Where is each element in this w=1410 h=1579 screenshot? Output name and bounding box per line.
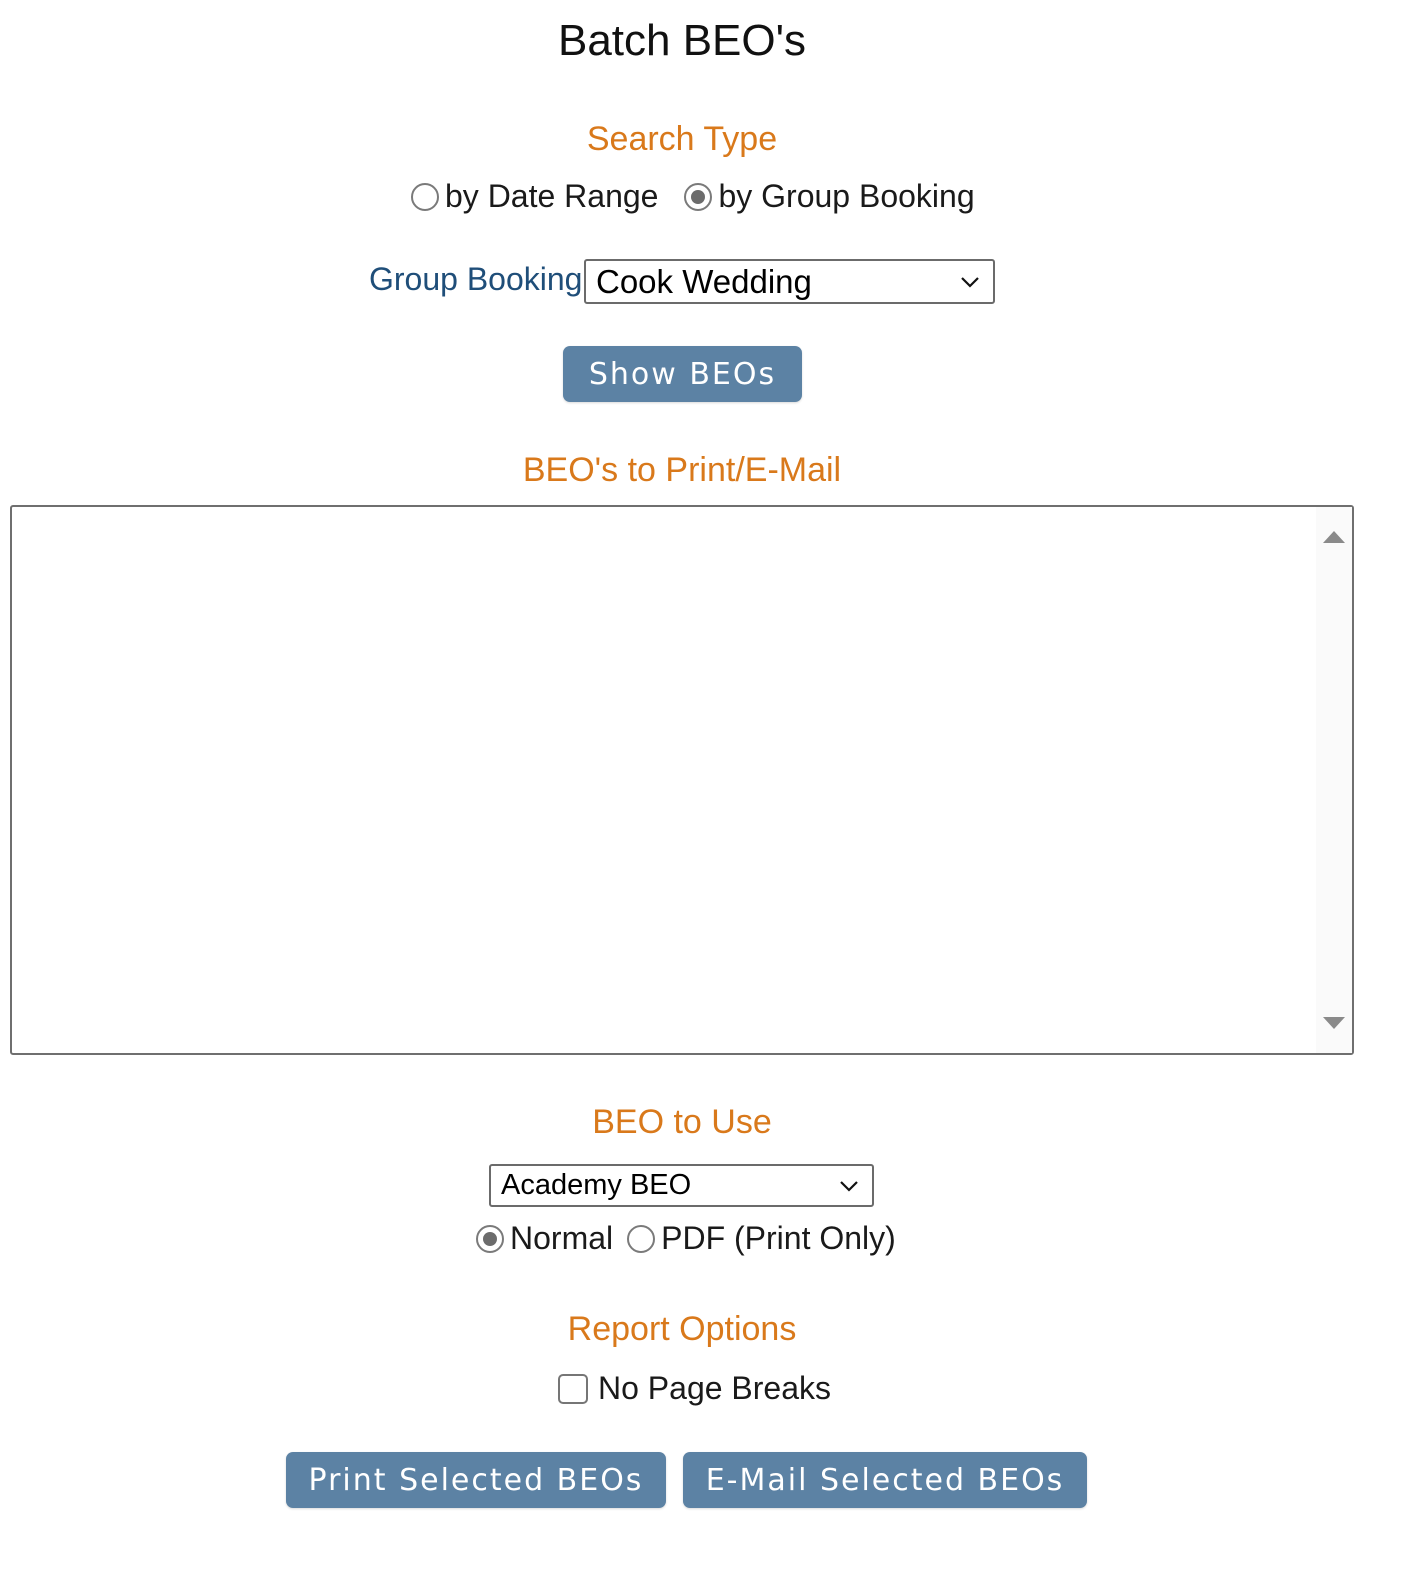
email-selected-beos-button[interactable]: E-Mail Selected BEOs xyxy=(683,1452,1087,1508)
listbox-scrollbar[interactable] xyxy=(1316,507,1352,1053)
radio-by-group-booking-label[interactable]: by Group Booking xyxy=(718,178,975,214)
print-selected-beos-button[interactable]: Print Selected BEOs xyxy=(286,1452,666,1508)
page-title: Batch BEO's xyxy=(557,16,807,65)
radio-normal-label[interactable]: Normal xyxy=(510,1220,614,1256)
chevron-down-icon xyxy=(838,1175,860,1197)
beos-listbox[interactable] xyxy=(10,505,1354,1055)
group-booking-label: Group Booking xyxy=(369,261,583,297)
beo-to-use-heading: BEO to Use xyxy=(592,1103,772,1141)
beo-template-select-value: Academy BEO xyxy=(501,1169,692,1201)
radio-pdf-print-only-label[interactable]: PDF (Print Only) xyxy=(661,1220,896,1256)
no-page-breaks-option xyxy=(558,1370,851,1407)
report-options-heading: Report Options xyxy=(567,1310,797,1348)
show-beos-button[interactable]: Show BEOs xyxy=(563,346,802,402)
scroll-down-arrow-icon[interactable] xyxy=(1323,1017,1345,1029)
radio-by-group-booking[interactable] xyxy=(684,183,712,211)
beo-template-select[interactable] xyxy=(489,1164,874,1207)
scroll-up-arrow-icon[interactable] xyxy=(1323,531,1345,543)
chevron-down-icon xyxy=(959,271,981,293)
group-booking-select[interactable] xyxy=(584,259,995,304)
search-type-heading: Search Type xyxy=(586,120,778,158)
radio-normal[interactable] xyxy=(476,1225,504,1253)
search-type-options xyxy=(411,178,995,215)
no-page-breaks-checkbox[interactable] xyxy=(558,1374,588,1404)
no-page-breaks-label[interactable]: No Page Breaks xyxy=(598,1370,832,1406)
radio-by-date-range-label[interactable]: by Date Range xyxy=(445,178,659,214)
group-booking-select-value: Cook Wedding xyxy=(596,262,812,300)
beos-list-heading: BEO's to Print/E-Mail xyxy=(522,451,842,489)
radio-pdf-print-only[interactable] xyxy=(627,1225,655,1253)
radio-by-date-range[interactable] xyxy=(411,183,439,211)
beo-format-options xyxy=(476,1220,916,1257)
